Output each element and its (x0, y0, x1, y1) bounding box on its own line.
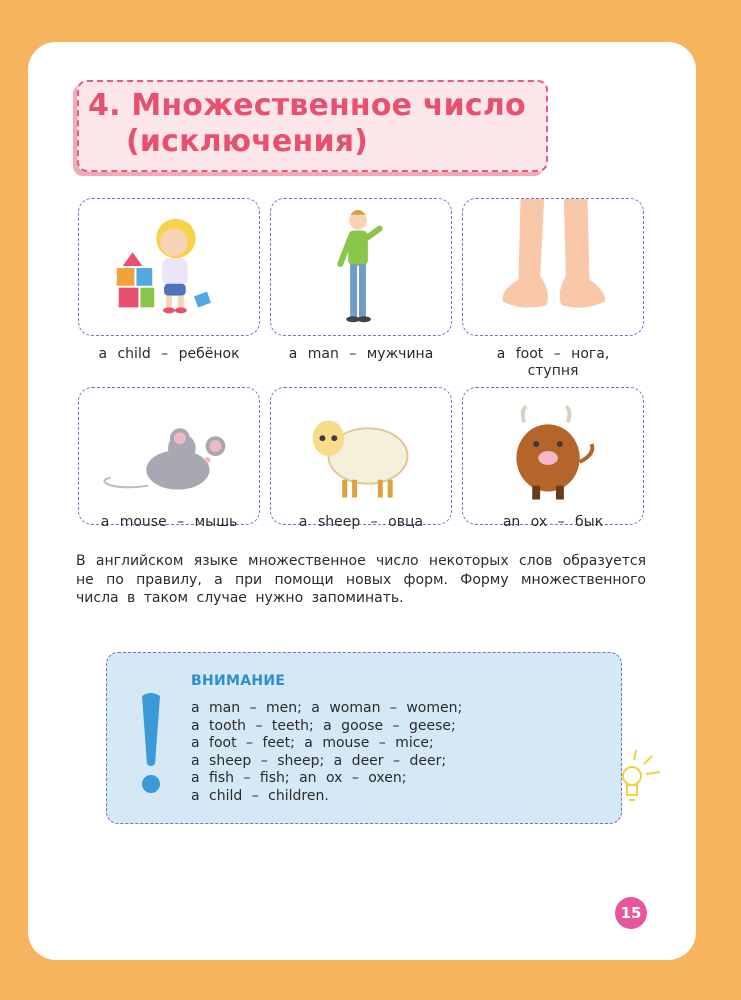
page-number-badge: 15 (615, 897, 647, 929)
man-illustration (271, 199, 451, 335)
note-line-4: a sheep – sheep; a deer – deer; (191, 752, 447, 769)
sheep-illustration (271, 388, 451, 524)
note-line-6: a child – children. (191, 787, 329, 804)
page-title (88, 88, 538, 160)
rule-paragraph: В английском языке множественное число некоторых слов образуется не по правилу, а при помощи новых форм. Форму множественного числа в таком случае нужно запоминать. (76, 553, 646, 606)
attention-lines (191, 700, 462, 805)
caption-child-line: a child – ребёнок (98, 346, 240, 362)
note-line-5: a fish – fish; an ox – oxen; (191, 770, 407, 786)
card-sheep (270, 387, 452, 525)
note-line-1: a man – men; a woman – women; (191, 700, 463, 716)
exclamation-icon (136, 692, 166, 796)
attention-heading: ВНИМАНИЕ (191, 673, 286, 689)
card-mouse (78, 387, 260, 525)
caption-sheep (266, 514, 456, 531)
card-foot (462, 198, 644, 336)
caption-foot-line-1: a foot – нога, (496, 346, 610, 362)
mouse-illustration (79, 388, 259, 524)
caption-child (74, 346, 264, 363)
card-man (270, 198, 452, 336)
child-illustration (79, 199, 259, 335)
caption-man (266, 346, 456, 363)
note-line-2: a tooth – teeth; a goose – geese; (191, 717, 456, 734)
ox-illustration (463, 388, 643, 524)
caption-mouse (74, 514, 264, 531)
caption-sheep-line: a sheep – овца (298, 514, 424, 530)
title-line-2: (исключения) (126, 124, 369, 159)
card-child (78, 198, 260, 336)
foot-illustration (463, 199, 643, 335)
caption-foot (458, 346, 648, 380)
caption-foot-line-2: ступня (527, 363, 579, 379)
lightbulb-icon (612, 746, 668, 812)
caption-mouse-line: a mouse – мышь (100, 514, 238, 530)
caption-man-line: a man – мужчина (288, 346, 434, 362)
card-ox (462, 387, 644, 525)
caption-ox-line: an ox – бык (502, 514, 604, 530)
note-line-3: a foot – feet; a mouse – mice; (191, 735, 434, 751)
title-line-1: 4. Множественное число (88, 88, 526, 123)
caption-ox (458, 514, 648, 531)
